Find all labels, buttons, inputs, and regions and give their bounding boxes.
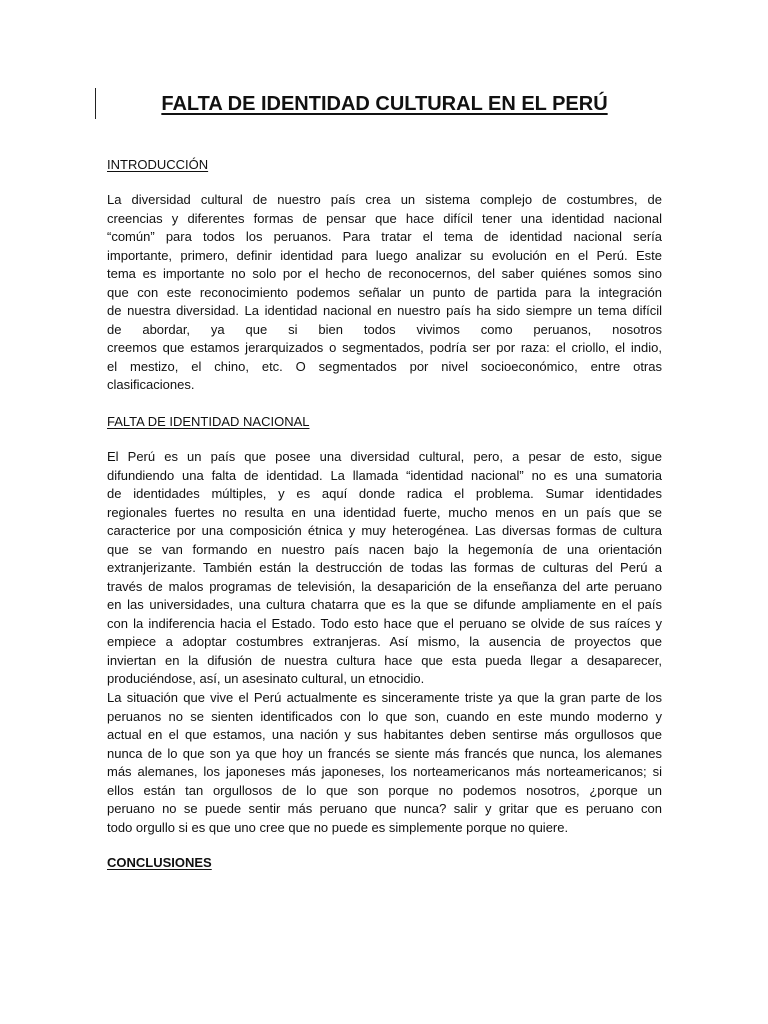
text-line: con la indiferencia hacia el Estado. Todo esto hace que el peruano se olvide de sus raíces y <box>107 615 662 631</box>
text-line: de identidades múltiples, y es aquí donde radica el problema. Sumar identidades <box>107 486 662 501</box>
text-line: clasificaciones. <box>107 377 195 392</box>
document-title: FALTA DE IDENTIDAD CULTURAL EN EL PERÚ <box>161 93 608 115</box>
text-line: inviertan en la difusión de nuestra cultura hace que esta pueda llegar a desaparecer, <box>107 652 662 668</box>
heading-introduccion: INTRODUCCIÓN <box>107 157 209 172</box>
text-line: peruano no se puede sentir más peruano que nunca? salir y gritar que es peruano con <box>107 801 662 816</box>
text-line: el mestizo, el chino, etc. O segmentados por nivel socioeconómico, entre otras <box>107 358 662 374</box>
text-line: través de malos programas de televisión, la desaparición de la enseñanza del arte peruano <box>107 578 662 594</box>
paragraph-falta-identidad-2 <box>107 689 662 837</box>
paragraph-introduccion <box>107 191 662 395</box>
text-cursor <box>95 88 96 119</box>
text-line: creencias y diferentes formas de pensar que hace difícil tener una identidad nacional <box>107 210 662 226</box>
text-line: que se van formando en nuestro país nacen bajo la hegemonía de una orientación <box>107 541 662 557</box>
text-line: todo orgullo si es que uno cree que no puede es simplemente porque no quiere. <box>107 819 569 835</box>
text-line: peruanos no se sienten identificados con lo que son, cuando en este mundo moderno y <box>107 708 662 724</box>
text-line: nunca de lo que son ya que hoy un francés se siente más francés que nunca, los alemanes <box>107 745 662 761</box>
text-line: La situación que vive el Perú actualmente es sinceramente triste ya que la gran parte de los <box>107 690 662 705</box>
text-line: regionales fuertes no resulta en una identidad fuerte, mucho menos en un país que se <box>107 504 662 520</box>
text-line: caracterice por una composición étnica y muy heterogénea. Las diversas formas de cultura <box>107 523 662 538</box>
text-line: más alemanes, los japoneses más japoneses, los norteamericanos más norteamericanos; si <box>107 764 662 779</box>
text-line: ellos están tan orgullosos de lo que son porque no podemos nosotros, ¿porque un <box>107 782 662 798</box>
heading-conclusiones: CONCLUSIONES <box>107 855 212 870</box>
text-line: produciéndose, así, un asesinato cultural, un etnocidio. <box>107 671 425 686</box>
heading-falta-de-identidad-nacional: FALTA DE IDENTIDAD NACIONAL <box>107 414 310 429</box>
text-line: La diversidad cultural de nuestro país crea un sistema complejo de costumbres, de <box>107 192 662 207</box>
text-line: de abordar, ya que si bien todos vivimos como peruanos, nosotros <box>107 321 662 337</box>
paragraph-falta-identidad-1 <box>107 448 662 689</box>
text-line: creemos que estamos jerarquizados o segmentados, podría ser por raza: el criollo, el indio, <box>107 340 662 355</box>
text-line: empiece a adoptar costumbres extranjeras. Así mismo, la ausencia de proyectos que <box>107 634 662 649</box>
text-line: extranjerizante. También están la destrucción de todas las formas de culturas del Perú a <box>107 560 662 575</box>
text-line: El Perú es un país que posee una diversidad cultural, pero, a pesar de esto, sigue <box>107 449 662 464</box>
text-line: de nuestra diversidad. La identidad nacional en nuestro país ha sido siempre un tema difícil <box>107 303 662 318</box>
text-line: importante, primero, definir identidad para luego analizar su evolución en el Perú. Este <box>107 247 662 263</box>
text-line: actual en el que estamos, una nación y sus habitantes deben sentirse más orgullosos que <box>107 727 662 742</box>
text-line: que con este reconocimiento podemos señalar un punto de partida para la integración <box>107 284 662 300</box>
text-line: “común” para todos los peruanos. Para tratar el tema de identidad nacional sería <box>107 229 662 244</box>
text-line: difundiendo una falta de identidad. La llamada “identidad nacional” no es una sumatoria <box>107 467 662 483</box>
text-line: tema es importante no solo por el hecho de reconocernos, del saber quiénes somos sino <box>107 266 662 281</box>
text-line: en las universidades, una cultura chatarra que es la que se difunde ampliamente en el país <box>107 597 662 612</box>
